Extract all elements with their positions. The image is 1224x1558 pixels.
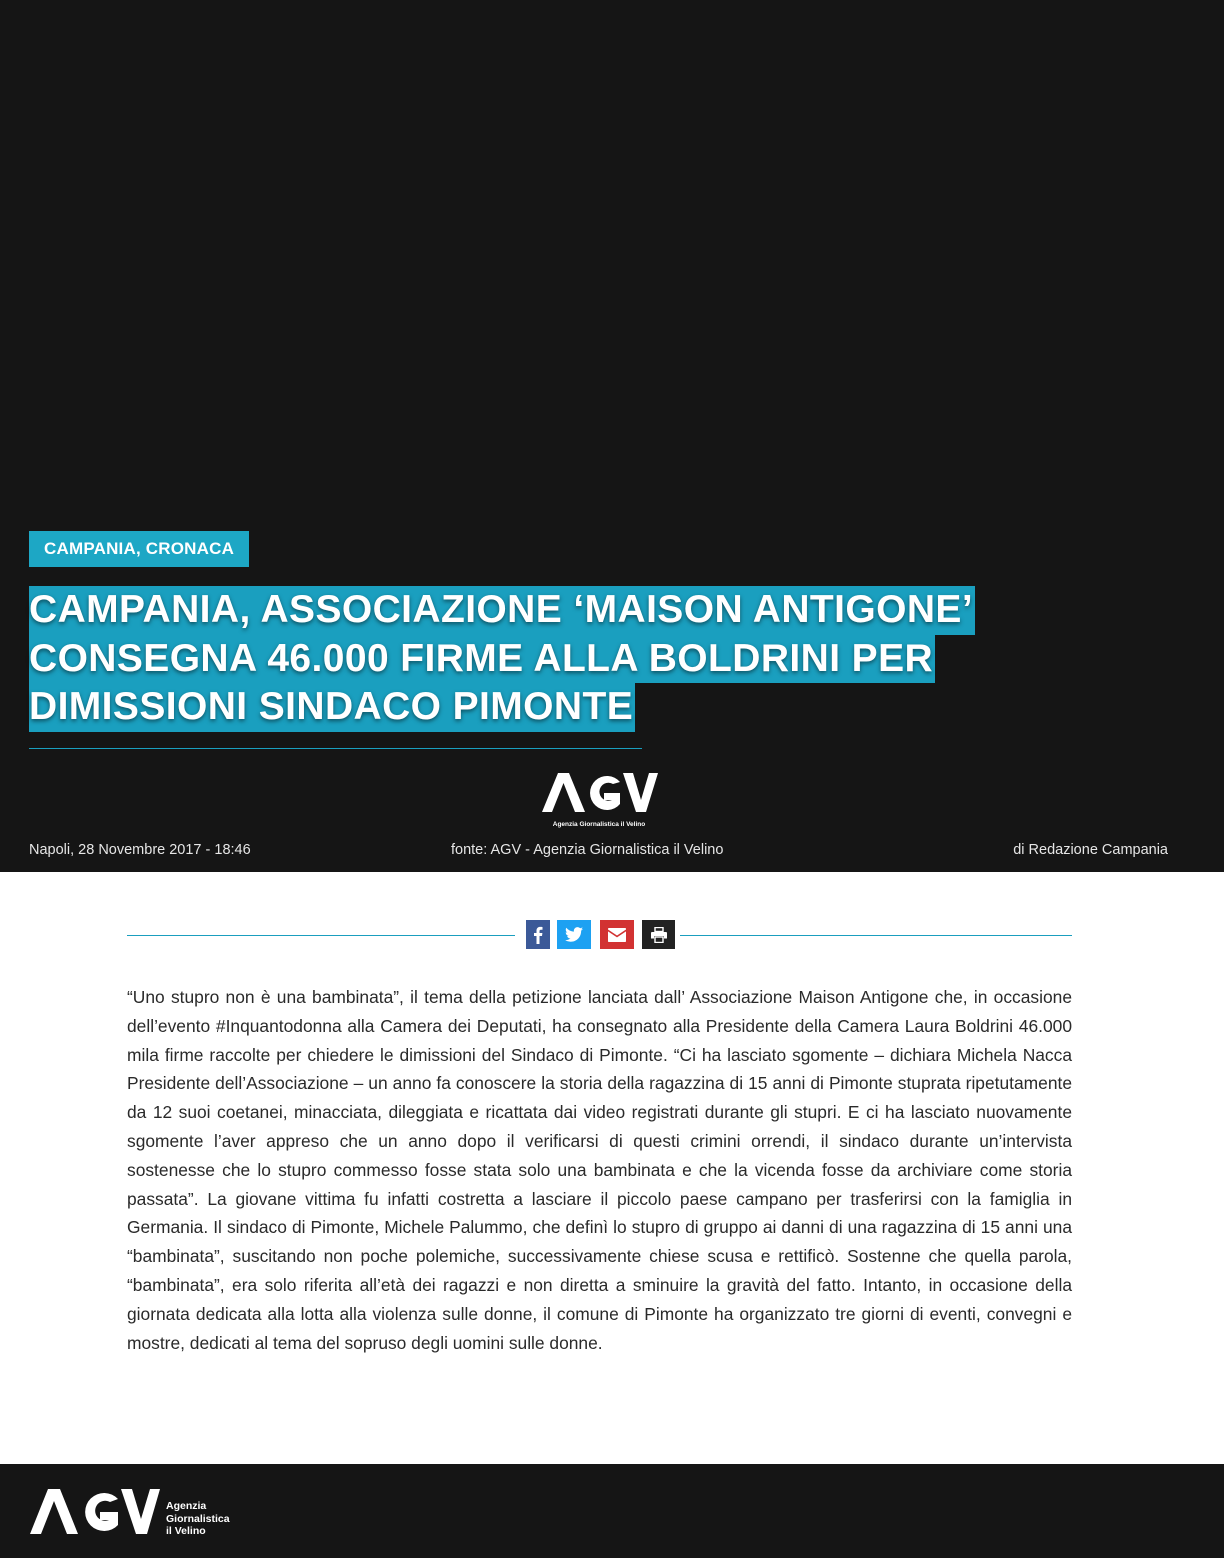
share-divider-right [680, 935, 1072, 936]
footer-agency-name [166, 1500, 230, 1538]
article-date: Napoli, 28 Novembre 2017 - 18:46 [29, 842, 251, 858]
headline-divider [29, 748, 642, 749]
article-headline [29, 586, 1179, 732]
email-share-button[interactable] [600, 920, 634, 949]
twitter-icon [565, 927, 583, 942]
agv-logo-subtitle: Agenzia Giornalistica il Velino [552, 821, 646, 828]
print-button[interactable] [642, 920, 675, 949]
twitter-share-button[interactable] [557, 920, 591, 949]
facebook-icon [533, 926, 543, 944]
footer-line-1: Agenzia [166, 1500, 207, 1512]
agv-logo-mark [540, 770, 660, 816]
headline-line-2: CONSEGNA 46.000 FIRME ALLA BOLDRINI PER [29, 635, 935, 684]
email-icon [608, 928, 626, 942]
share-divider-left [127, 935, 515, 936]
headline-line-1: CAMPANIA, ASSOCIAZIONE ‘MAISON ANTIGONE’ [29, 586, 975, 635]
agv-logo[interactable] [540, 770, 660, 830]
share-bar [127, 920, 1072, 950]
footer-logo-mark [28, 1486, 163, 1538]
footer-line-2: Giornalistica [166, 1512, 230, 1525]
site-footer [0, 1464, 1224, 1558]
headline-line-3: DIMISSIONI SINDACO PIMONTE [29, 683, 635, 732]
category-badge[interactable]: CAMPANIA, CRONACA [29, 531, 249, 567]
facebook-share-button[interactable] [526, 920, 550, 949]
article-source: fonte: AGV - Agenzia Giornalistica il Velino [451, 842, 724, 858]
print-icon [651, 927, 667, 943]
footer-line-3: il Velino [166, 1525, 206, 1537]
article-author: di Redazione Campania [1013, 842, 1168, 858]
footer-agv-logo[interactable] [28, 1486, 163, 1538]
article-body: “Uno stupro non è una bambinata”, il tema della petizione lanciata dall’ Associazione Maison Antigone che, in occasione dell’evento #Inquantodonna alla Camera dei Deputati, ha consegnato alla Presidente della Camera Laura Boldrini 46.000 mila firme raccolte per chiedere le dimissioni del Sindaco di Pimonte. “Ci ha lasciato sgomente – dichiara Michela Nacca Presidente dell’Associazione – un anno fa conoscere la storia della ragazzina di 15 anni di Pimonte stuprata ripetutamente da 12 suoi coetanei, minacciata, dileggiata e ricattata dai video registrati durante gli stupri. E ci ha lasciato nuovamente sgomente l’aver appreso che un anno dopo il verificarsi di questi crimini orrendi, il sindaco durante un’intervista sostenesse che lo stupro commesso fosse stata solo una bambinata e che la vicenda fosse da archiviare come storia passata”. La giovane vittima fu infatti costretta a lasciare il piccolo paese campano per trasferirsi con la famiglia in Germania. Il sindaco di Pimonte, Michele Palummo, che definì lo stupro di gruppo ai danni di una ragazzina di 15 anni una “bambinata”, suscitando non poche polemiche, successivamente chiese scusa e rettificò. Sostenne che quella parola, “bambinata”, era solo riferita all’età dei ragazzi e non diretta a sminuire la gravità del fatto. Intanto, in occasione della giornata dedicata alla lotta alla violenza sulle donne, il comune di Pimonte ha organizzato tre giorni di eventi, convegni e mostre, dedicati al tema del sopruso degli uomini sulle donne. [127, 987, 1072, 1353]
